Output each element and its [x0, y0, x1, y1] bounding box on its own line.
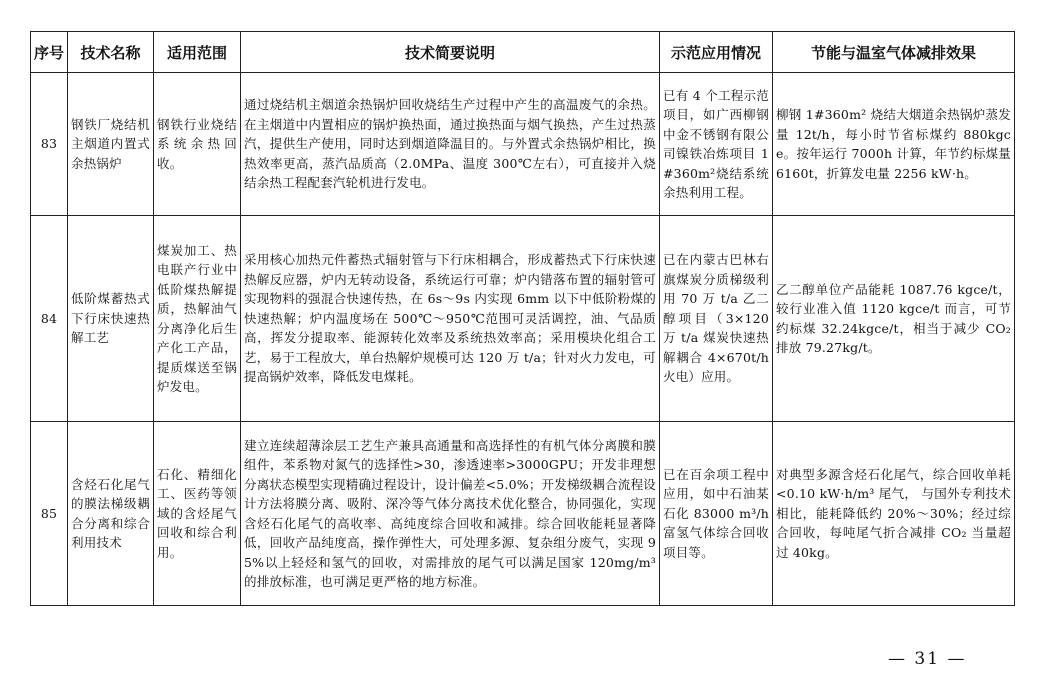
table-row: [31, 422, 1015, 606]
cell-demo: 已有 4 个工程示范项目，如广西柳钢中金不锈钢有限公司镍铁冶炼项目 1#360m²烧结系统余热利用工程。: [660, 73, 773, 216]
cell-demo: 已在百余项工程中应用，如中石油某石化 83000 m³/h 富氢气体综合回收项目等。: [660, 422, 773, 606]
page-number: — 31 —: [888, 649, 967, 669]
cell-scope: 煤炭加工、热电联产行业中低阶煤热解提质，热解油气分离净化后生产化工产品，提质煤送至锅炉发电。: [154, 216, 241, 422]
cell-no: 83: [31, 73, 68, 216]
cell-demo: 已在内蒙古巴林右旗煤炭分质梯级利用 70 万 t/a 乙二醇项目（3×120 万 t/a 煤炭快速热解耦合 4×670t/h 火电）应用。: [660, 216, 773, 422]
cell-effect: 柳钢 1#360m² 烧结大烟道余热锅炉蒸发量 12t/h，每小时节省标煤约 880kgce。按年运行 7000h 计算，年节约标煤量 6160t，折算发电量 2256 kW·h。: [773, 73, 1015, 216]
cell-effect: 乙二醇单位产品能耗 1087.76 kgce/t，较行业准入值 1120 kgce/t 而言，可节约标煤 32.24kgce/t，相当于减少 CO₂ 排放 79.27kg/t。: [773, 216, 1015, 422]
cell-description: 通过烧结机主烟道余热锅炉回收烧结生产过程中产生的高温废气的余热。在主烟道中内置相应的锅炉换热面，通过换热面与烟气换热，产生过热蒸汽，提供生产使用，同时达到烟道降温目的。与外置式余热锅炉相比，换热效率更高，蒸汽品质高（2.0MPa、温度 300℃左右），可直接并入烧结余热工程配套汽轮机进行发电。: [241, 73, 660, 216]
table-header-row: [31, 32, 1015, 73]
cell-description: 建立连续超薄涂层工艺生产兼具高通量和高选择性的有机气体分离膜和膜组件，苯系物对氮气的选择性>30，渗透速率>3000GPU；开发非理想分离状态模型实现精确过程设计，设计偏差<5.0%；开发梯级耦合流程设计方法将膜分离、吸附、深冷等气体分离技术优化整合，协同强化，实现含烃石化尾气的高收率、高纯度综合回收和减排。综合回收能耗显著降低，回收产品纯度高，操作弹性大，可处理多源、复杂组分废气，实现 95%以上轻烃和氢气的回收，对需排放的尾气可以满足国家 120mg/m³ 的排放标准，也可满足更严格的地方标准。: [241, 422, 660, 606]
cell-description: 采用核心加热元件蓄热式辐射管与下行床相耦合，形成蓄热式下行床快速热解反应器，炉内无转动设备，系统运行可靠；炉内错落布置的辐射管可实现物料的强混合快速传热，在 6s～9s 内实现 6mm 以下中低阶粉煤的快速热解；炉内温度场在 500℃～950℃范围可灵活调控，油、气品质高，挥发分提取率、能源转化效率及系统热效率高；采用模块化组合工艺，易于工程放大，单台热解炉规模可达 120 万 t/a；针对火力发电，可提高锅炉效率，降低发电煤耗。: [241, 216, 660, 422]
header-no: 序号: [31, 32, 68, 73]
cell-no: 85: [31, 422, 68, 606]
cell-scope: 石化、精细化工、医药等领域的含烃尾气回收和综合利用。: [154, 422, 241, 606]
table-row: [31, 73, 1015, 216]
header-tech-name: 技术名称: [68, 32, 154, 73]
header-scope: 适用范围: [154, 32, 241, 73]
table-row: [31, 216, 1015, 422]
cell-no: 84: [31, 216, 68, 422]
cell-tech-name: 钢铁厂烧结机主烟道内置式余热锅炉: [68, 73, 154, 216]
cell-effect: 对典型多源含烃石化尾气，综合回收单耗<0.10 kW·h/m³ 尾气， 与国外专利技术相比，能耗降低约 20%～30%；经过综合回收，每吨尾气折合减排 CO₂ 当量超过 40kg。: [773, 422, 1015, 606]
cell-tech-name: 低阶煤蓄热式下行床快速热解工艺: [68, 216, 154, 422]
header-effect: 节能与温室气体减排效果: [773, 32, 1015, 73]
cell-tech-name: 含烃石化尾气的膜法梯级耦合分离和综合利用技术: [68, 422, 154, 606]
header-demo: 示范应用情况: [660, 32, 773, 73]
header-description: 技术简要说明: [241, 32, 660, 73]
cell-scope: 钢铁行业烧结系统余热回收。: [154, 73, 241, 216]
technology-table: [30, 31, 1015, 606]
